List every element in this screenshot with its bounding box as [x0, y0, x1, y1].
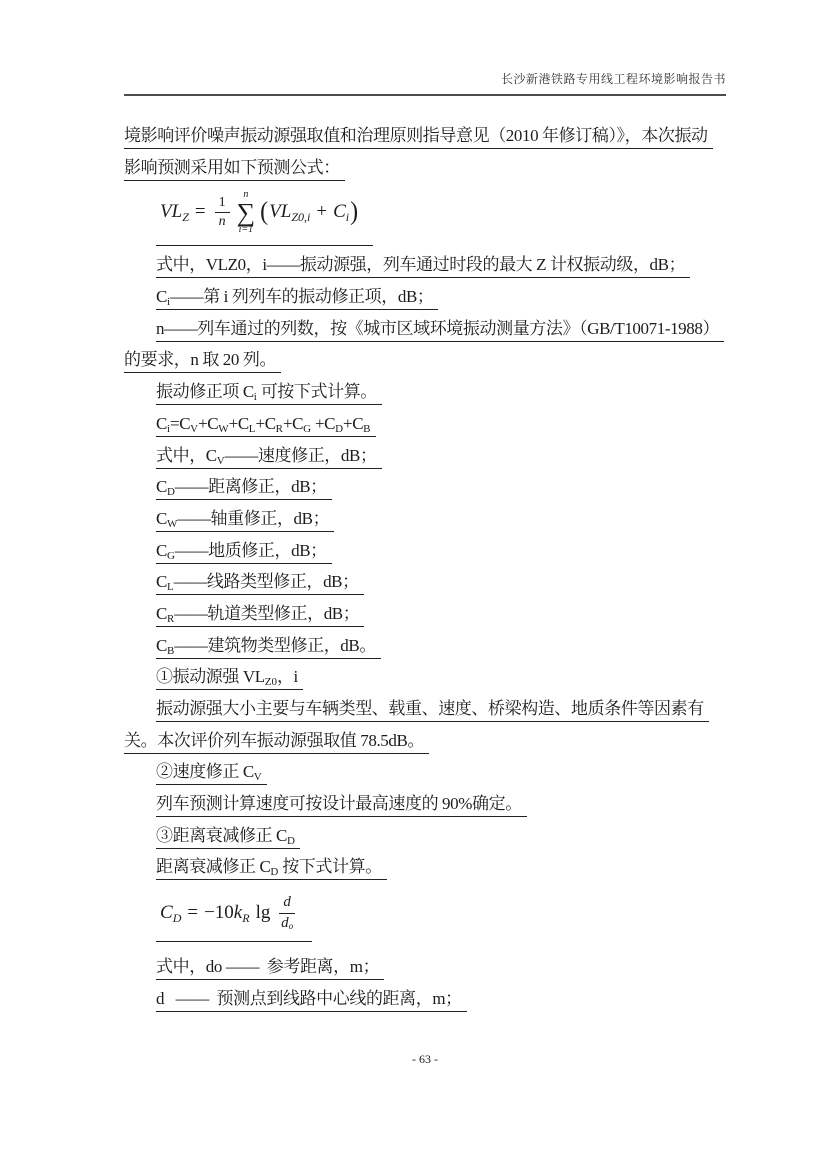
formula-vlz-term1: $VL_{Z0,i}$	[269, 201, 311, 225]
formula-cd-block	[124, 883, 726, 951]
document-content	[124, 120, 726, 1015]
line-cl-definition	[124, 566, 726, 598]
line-cg-definition	[124, 535, 726, 567]
header-title: 长沙新港铁路专用线工程环境影响报告书	[500, 72, 726, 86]
line-text: ②速度修正 $C_V$	[156, 759, 267, 785]
line-text: $C_i——$第 i 列列车的振动修正项，dB；	[156, 284, 438, 310]
summation-symbol: n ∑ i=1	[236, 189, 256, 236]
line-correction-intro	[124, 376, 726, 408]
line-vlz0-definition	[124, 249, 726, 281]
line-n-definition-cont	[124, 344, 726, 376]
line-n-definition	[124, 313, 726, 345]
line-text: $C_D——$距离修正，dB；	[156, 474, 332, 500]
line-text: $C_L——$线路类型修正，dB；	[156, 569, 364, 595]
fraction-1-over-n: $\frac{1}{n}$	[215, 195, 230, 230]
open-paren: (	[260, 198, 269, 227]
plus-sign: +	[316, 201, 328, 223]
log-operator: lg	[255, 902, 271, 924]
line-cr-definition	[124, 598, 726, 630]
line-d-definition	[124, 983, 726, 1015]
page-number: - 63 -	[412, 1052, 438, 1066]
line-cb-definition	[124, 630, 726, 662]
formula-cd-k-term: $k_R$	[233, 902, 250, 926]
equals-sign: =	[187, 902, 199, 924]
line-text: 境影响评价噪声振动源强取值和治理原则指导意见（2010 年修订稿）》，本次振动	[124, 123, 713, 149]
line-item3-text	[124, 851, 726, 883]
line-do-definition	[124, 951, 726, 983]
line-guidance-opinion	[124, 120, 726, 152]
line-item1-title	[124, 661, 726, 693]
line-item1-text-cont	[124, 725, 726, 757]
line-ci-definition	[124, 281, 726, 313]
line-text: d —— 预测点到线路中心线的距离，m；	[156, 986, 467, 1012]
page-header	[124, 72, 726, 96]
line-item2-title	[124, 756, 726, 788]
line-text: $C_i=C_V+C_W+C_L+C_R+C_G +C_D+C_B$	[156, 411, 376, 437]
formula-vlz	[156, 187, 373, 245]
line-text: $C_G——$地质修正，dB；	[156, 538, 332, 564]
page-footer	[124, 1052, 726, 1067]
line-text: 影响预测采用如下预测公式：	[124, 155, 345, 181]
line-text: $C_B——$建筑物类型修正，dB。	[156, 633, 381, 659]
line-text: $C_R——$轨道类型修正，dB；	[156, 601, 364, 627]
line-text: 的要求，n 取 20 列。	[124, 347, 281, 373]
formula-cd	[156, 892, 312, 942]
coefficient: −10	[204, 902, 234, 924]
line-text: 关。本次评价列车振动源强取值 78.5dB。	[124, 728, 429, 754]
line-text: ①振动源强 $VL_{Z0}$，i	[156, 664, 303, 690]
line-text: n——列车通过的列数，按《城市区域环境振动测量方法》（GB/T10071-1988）	[156, 316, 724, 342]
line-text: 列车预测计算速度可按设计最高速度的 90%确定。	[156, 791, 527, 817]
line-text: ③距离衰减修正 $C_D$	[156, 823, 300, 849]
line-text: 式中，do —— 参考距离，m；	[156, 954, 384, 980]
formula-vlz-term2: $C_i$	[333, 201, 350, 225]
formula-cd-lhs: $C_D$	[160, 902, 182, 926]
line-formula-intro	[124, 152, 726, 184]
line-text: 式中，$C_V——$速度修正，dB；	[156, 443, 382, 469]
line-text: 振动修正项 $C_i$ 可按下式计算。	[156, 379, 382, 405]
close-paren: )	[350, 198, 359, 227]
line-text: 距离衰减修正 $C_D$ 按下式计算。	[156, 854, 387, 880]
line-cw-definition	[124, 503, 726, 535]
line-text: 式中，VLZ0，i——振动源强，列车通过时段的最大 Z 计权振动级，dB；	[156, 252, 690, 278]
line-item1-text	[124, 693, 726, 725]
formula-vlz-lhs: $VL_Z$	[160, 201, 189, 225]
fraction-d-over-do: $\frac{d}{d_o}$	[281, 894, 294, 931]
line-item2-text	[124, 788, 726, 820]
line-text: $C_W——$轴重修正，dB；	[156, 506, 334, 532]
formula-vlz-block	[124, 183, 726, 249]
equals-sign: =	[194, 201, 206, 223]
line-item3-title	[124, 820, 726, 852]
line-cd-definition	[124, 471, 726, 503]
line-text: 振动源强大小主要与车辆类型、载重、速度、桥梁构造、地质条件等因素有	[156, 696, 709, 722]
line-cv-definition	[124, 440, 726, 472]
line-correction-equation	[124, 408, 726, 440]
